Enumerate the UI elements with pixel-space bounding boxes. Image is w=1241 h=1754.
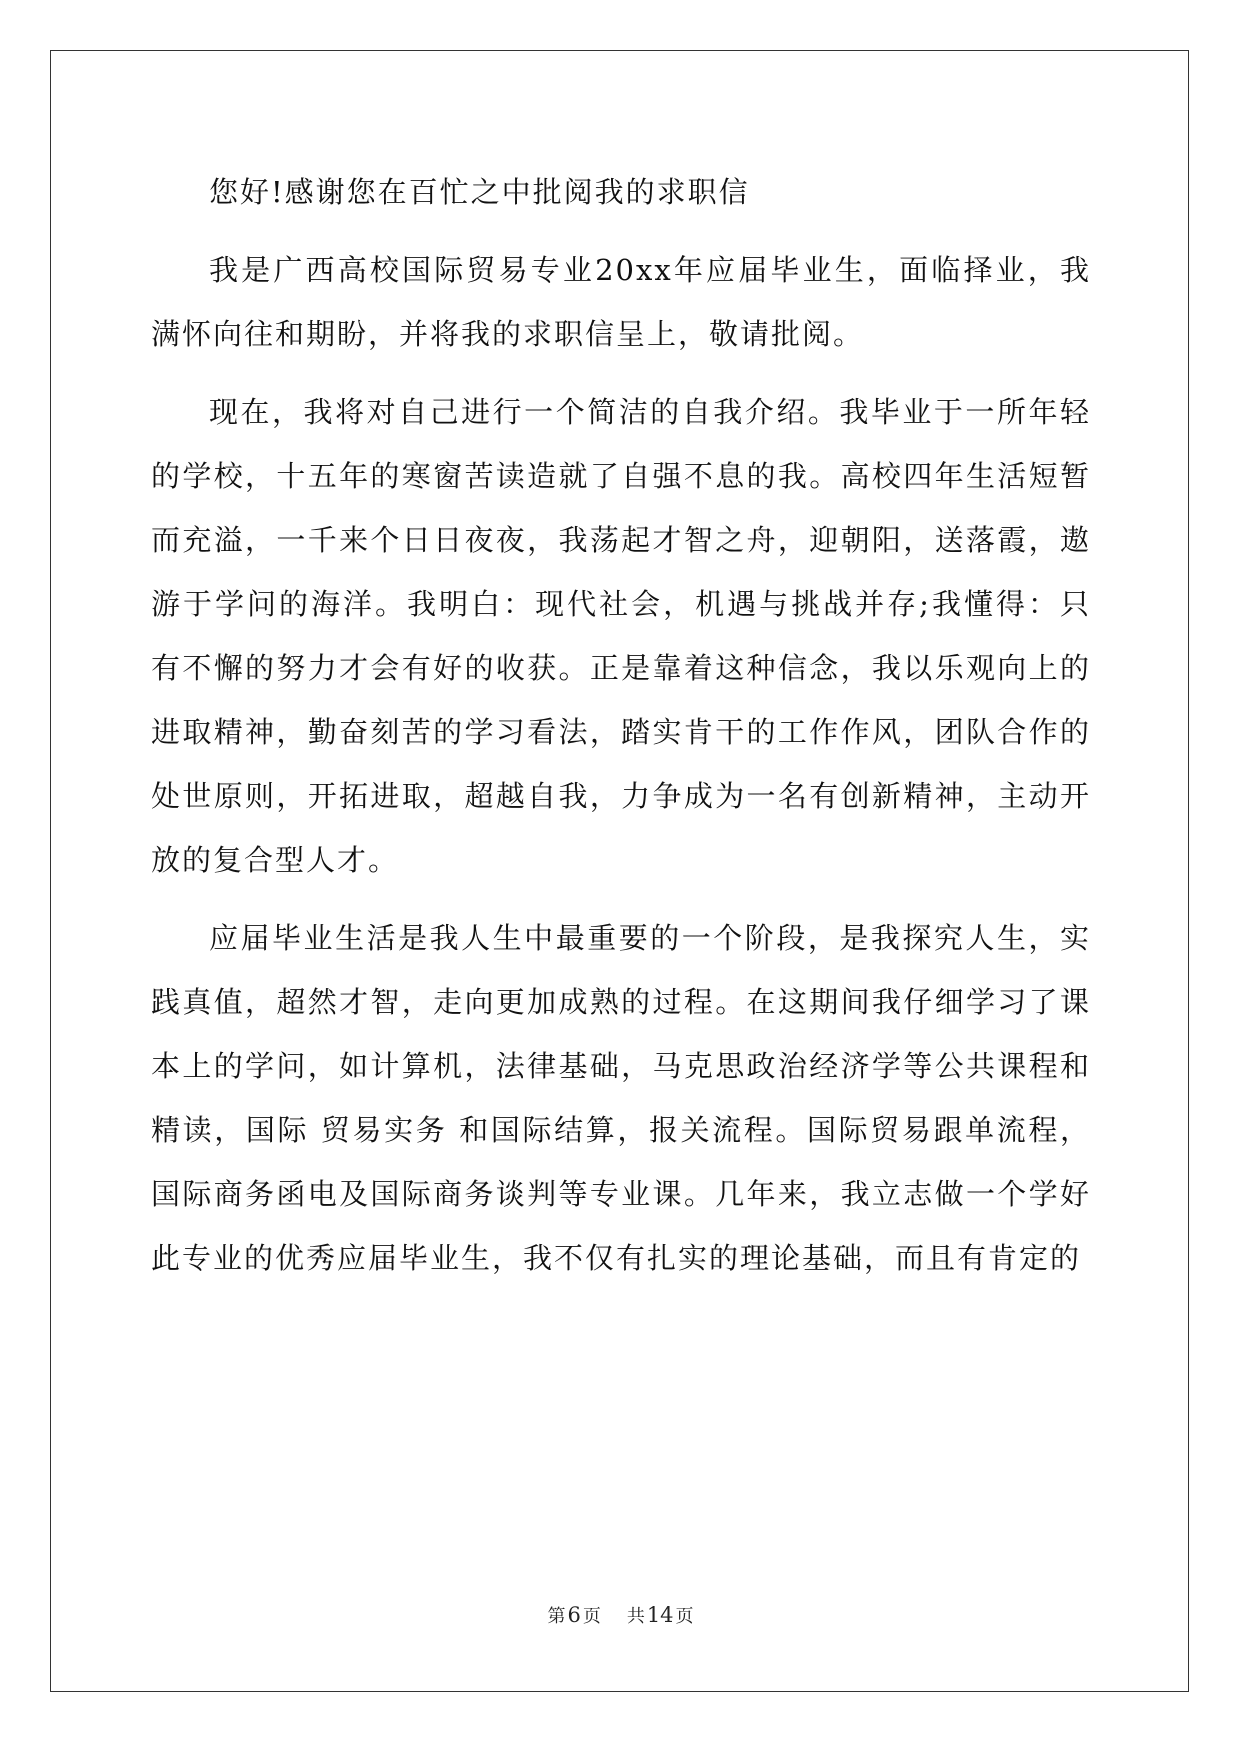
document-body: [151, 160, 1091, 1304]
total-suffix: 页: [675, 1606, 694, 1627]
page-suffix: 页: [582, 1606, 601, 1627]
total-pages: 14: [646, 1603, 674, 1627]
page-number: 6: [567, 1603, 581, 1627]
paragraph-studies: 应届毕业生活是我人生中最重要的一个阶段，是我探究人生，实践真值，超然才智，走向更加成熟的过程。在这期间我仔细学习了课本上的学问，如计算机，法律基础，马克思政治经济学等公共课程和精读，国际 贸易实务 和国际结算，报关流程。国际贸易跟单流程，国际商务函电及国际商务谈判等专业课。几年来，我立志做一个学好此专业的优秀应届毕业生，我不仅有扎实的理论基础，而且有肯定的: [151, 921, 1091, 1275]
page-prefix: 第: [547, 1606, 566, 1627]
total-prefix: 共: [626, 1606, 645, 1627]
paragraph-introduction: 我是广西高校国际贸易专业20xx年应届毕业生，面临择业，我满怀向往和期盼，并将我的求职信呈上，敬请批阅。: [151, 253, 1091, 351]
page-footer: [0, 1602, 1241, 1628]
paragraph-greeting: 您好!感谢您在百忙之中批阅我的求职信: [209, 175, 750, 209]
paragraph-self-description: 现在，我将对自己进行一个简洁的自我介绍。我毕业于一所年轻的学校，十五年的寒窗苦读造就了自强不息的我。高校四年生活短暂而充溢，一千来个日日夜夜，我荡起才智之舟，迎朝阳，送落霞，遨游于学问的海洋。我明白：现代社会，机遇与挑战并存;我懂得：只有不懈的努力才会有好的收获。正是靠着这种信念，我以乐观向上的进取精神，勤奋刻苦的学习看法，踏实肯干的工作作风，团队合作的处世原则，开拓进取，超越自我，力争成为一名有创新精神，主动开放的复合型人才。: [151, 395, 1091, 877]
